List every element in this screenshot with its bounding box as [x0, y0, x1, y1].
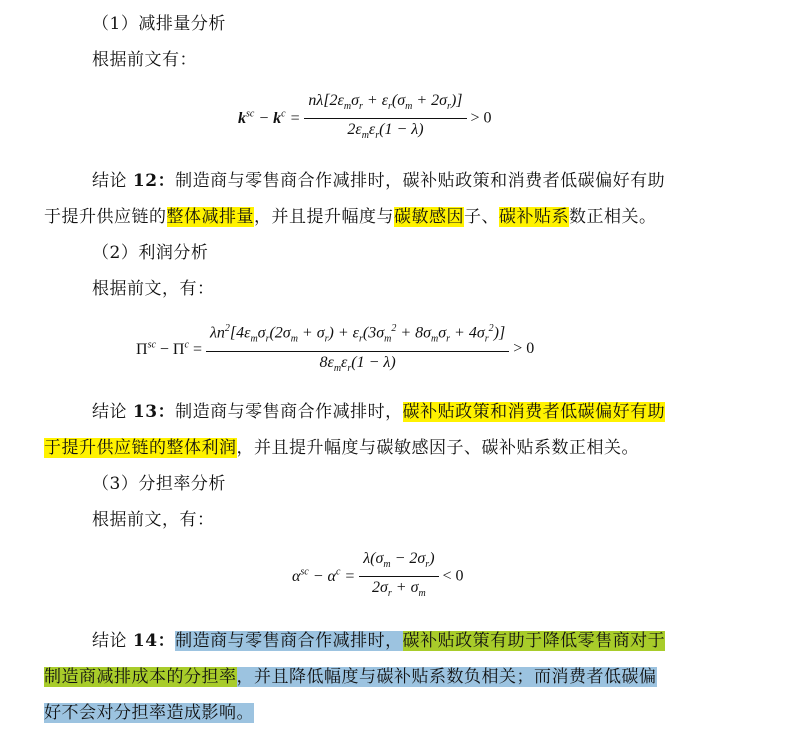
conclusion-12-line-1: 结论 12：制造商与零售商合作减排时，碳补贴政策和消费者低碳偏好有助	[92, 171, 666, 191]
conclusion-12-label: 结论	[92, 171, 127, 191]
conclusion-14-line-1	[92, 630, 665, 652]
highlight-c13-a: 碳补贴政策和消费者低碳偏好有助	[402, 402, 666, 422]
highlight-c14-blue-c: 好不会对分担率造成影响。	[44, 703, 254, 723]
highlight-c14-blue-b: ，并且降低幅度与碳补贴系数负相关；而消费者低碳偏	[236, 667, 657, 687]
section-2-title: （2）利润分析	[92, 243, 209, 263]
conclusion-13-line-2: 于提升供应链的整体利润，并且提升幅度与碳敏感因子、碳补贴系数正相关。	[44, 438, 639, 458]
section-1-title: （1）减排量分析	[92, 14, 226, 34]
conclusion-12-line-2: 于提升供应链的整体减排量，并且提升幅度与碳敏感因子、碳补贴系数正相关。	[44, 207, 657, 227]
conclusion-13-label: 结论	[92, 402, 127, 422]
conclusion-14-label: 结论	[92, 631, 127, 651]
conclusion-13-line-1: 结论 13：制造商与零售商合作减排时，碳补贴政策和消费者低碳偏好有助	[92, 402, 666, 422]
equation-1: $k^{sc} - k^c$ = $\frac{n\lambda[2\varepsilon_m\sigma_r + \varepsilon_r(\sigma_m + 2\sigma_r)]}{2\varepsilon_m\varepsilon_r(1 - \lambda)}$ > 0	[238, 92, 492, 142]
equation-3: $\alpha^{sc} - \alpha^c$ = $\frac{\lambda(\sigma_m - 2\sigma_r)}{2\sigma_r + \sigma_m}$ < 0	[292, 550, 464, 600]
section-2-intro: 根据前文，有：	[92, 279, 215, 299]
equation-2: $\Pi^{sc} - \Pi^c$ = $\frac{\lambda n^2[4\varepsilon_m\sigma_r(2\sigma_m + \sigma_r) + \varepsilon_r(3\sigma_m^2 + 8\sigma_m\sigma_r + 4\sigma_r^2)]}{8\varepsilon_m\varepsilon_r(1 - \lambda)}$ > 0	[136, 318, 534, 380]
highlight-c13-b: 于提升供应链的整体利润	[44, 438, 237, 458]
conclusion-14-line-3	[44, 702, 254, 724]
section-3-intro: 根据前文，有：	[92, 510, 215, 530]
section-3-title: （3）分担率分析	[92, 474, 226, 494]
highlight-c14-blue-a: 制造商与零售商合作减排时，	[175, 631, 403, 651]
highlight-subsidy-coefficient: 碳补贴系	[499, 207, 569, 227]
highlight-c14-green-b: 制造商减排成本的分担率	[44, 667, 237, 687]
highlight-c14-green-a: 碳补贴政策有助于降低零售商对于	[402, 631, 666, 651]
conclusion-13-number: 13：	[132, 402, 176, 422]
conclusion-12-number: 12：	[132, 171, 176, 191]
conclusion-14-line-2	[44, 666, 657, 688]
conclusion-14-number: 14：	[132, 631, 176, 651]
highlight-total-emission: 整体减排量	[166, 207, 254, 227]
section-1-intro: 根据前文有：	[92, 50, 197, 70]
highlight-carbon-sensitivity: 碳敏感因	[394, 207, 464, 227]
